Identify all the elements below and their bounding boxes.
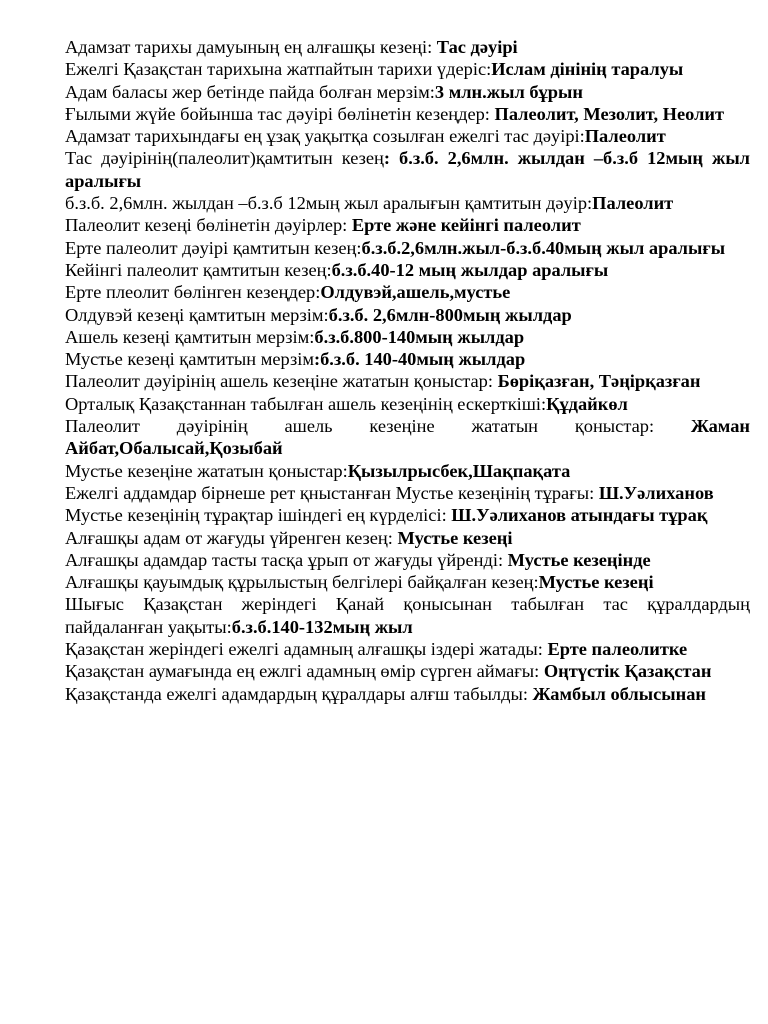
- question-text: Ежелгі аддамдар бірнеше рет қныстанған Мустье кезеңінің тұрағы:: [65, 482, 599, 503]
- qa-line: [65, 125, 750, 147]
- qa-line: [65, 660, 750, 682]
- question-text: Адамзат тарихындағы ең ұзақ уақытқа созылған ежелгі тас дәуірі:: [65, 126, 585, 147]
- answer-text: Палеолит: [592, 193, 674, 214]
- answer-text: : б.з.б. 2,6млн. жылдан –б.з.б 12мың жыл аралығы: [65, 148, 750, 191]
- answer-text: Бөріқазған, Тәңірқазған: [497, 371, 701, 392]
- answer-text: Мустье кезеңі: [397, 527, 513, 548]
- question-text: Ежелгі Қазақстан тарихына жатпайтын тарихи үдеріс:: [65, 59, 492, 80]
- answer-text: Ислам дінінің таралуы: [491, 59, 684, 80]
- question-text: Мустье кезеңіне жататын қоныстар:: [65, 460, 348, 481]
- answer-text: Палеолит: [584, 126, 666, 147]
- question-text: Адам баласы жер бетінде пайда болған мерзім:: [65, 81, 435, 102]
- qa-line: [65, 460, 750, 482]
- document-page: [65, 36, 750, 705]
- question-text: Ерте плеолит бөлінген кезеңдер:: [65, 282, 321, 303]
- question-text: Ерте палеолит дәуірі қамтитын кезең:: [65, 237, 362, 258]
- qa-line: [65, 683, 750, 705]
- qa-line: [65, 527, 750, 549]
- answer-text: Жамбыл облысынан: [532, 683, 706, 704]
- answer-text: Мустье кезеңі: [538, 572, 654, 593]
- question-text: Кейінгі палеолит қамтитын кезең:: [65, 259, 332, 280]
- qa-line: [65, 147, 750, 192]
- qa-line: [65, 81, 750, 103]
- answer-text: Тас дәуірі: [436, 37, 518, 57]
- question-text: Алғашқы адамдар тасты тасқа ұрып от жағуды үйренді:: [65, 549, 508, 570]
- question-text: Қазақстанда ежелгі адамдардың құралдары алғш табылды:: [65, 683, 533, 704]
- qa-line: [65, 58, 750, 80]
- question-text: Палеолит дәуірінің ашель кезеңіне жататын қоныстар:: [65, 416, 691, 437]
- answer-text: б.з.б.800-140мың жылдар: [314, 326, 525, 347]
- question-text: Алғашқы адам от жағуды үйренген кезең:: [65, 527, 398, 548]
- question-text: Мустье кезеңі қамтитын мерзім: [65, 349, 314, 370]
- question-text: Палеолит кезеңі бөлінетін дәуірлер:: [65, 215, 352, 236]
- answer-text: Ш.Уәлиханов атындағы тұрақ: [451, 505, 708, 526]
- qa-line: [65, 549, 750, 571]
- qa-line: [65, 415, 750, 460]
- question-text: Олдувэй кезеңі қамтитын мерзім:: [65, 304, 329, 325]
- qa-line: [65, 638, 750, 660]
- qa-line: [65, 482, 750, 504]
- question-text: Адамзат тарихы дамуының ең алғашқы кезеңі:: [65, 37, 437, 57]
- qa-line: [65, 192, 750, 214]
- question-text: б.з.б. 2,6млн. жылдан –б.з.б 12мың жыл аралығын қамтитын дәуір:: [65, 193, 593, 214]
- qa-line: [65, 103, 750, 125]
- qa-line: [65, 504, 750, 526]
- answer-text: б.з.б.40-12 мың жылдар аралығы: [331, 259, 609, 280]
- answer-text: Құдайкөл: [546, 393, 628, 414]
- qa-line: [65, 393, 750, 415]
- qa-line: [65, 370, 750, 392]
- question-text: Қазақстан аумағында ең ежлгі адамның өмір сүрген аймағы:: [65, 661, 544, 682]
- question-text: Орталық Қазақстаннан табылған ашель кезеңінің ескерткіші:: [65, 393, 547, 414]
- answer-text: Ерте палеолитке: [547, 639, 688, 660]
- question-text: Қазақстан жеріндегі ежелгі адамның алғашқы іздері жатады:: [65, 639, 548, 660]
- answer-text: Мустье кезеңінде: [507, 549, 651, 570]
- qa-line: [65, 259, 750, 281]
- qa-line: [65, 326, 750, 348]
- answer-text: Ерте және кейінгі палеолит: [351, 215, 581, 236]
- answer-text: б.з.б. 2,6млн-800мың жылдар: [328, 304, 572, 325]
- qa-line: [65, 593, 750, 638]
- question-text: Тас дәуірінің(палеолит)қамтитын кезең: [65, 148, 384, 169]
- question-text: Ашель кезеңі қамтитын мерзім:: [65, 326, 315, 347]
- qa-line: [65, 237, 750, 259]
- qa-line: [65, 348, 750, 370]
- answer-text: Палеолит, Мезолит, Неолит: [494, 103, 725, 124]
- question-text: Алғашқы қауымдық құрылыстың белгілері байқалған кезең:: [65, 572, 539, 593]
- question-text: Палеолит дәуірінің ашель кезеңіне жататын қоныстар:: [65, 371, 498, 392]
- answer-text: б.з.б.2,6млн.жыл-б.з.б.40мың жыл аралығы: [361, 237, 726, 258]
- question-text: Ғылыми жүйе бойынша тас дәуірі бөлінетін кезеңдер:: [65, 103, 495, 124]
- answer-text: Оңтүстік Қазақстан: [543, 661, 712, 682]
- qa-line: [65, 36, 750, 58]
- qa-line: [65, 304, 750, 326]
- question-text: Мустье кезеңінің тұрақтар ішіндегі ең күрделісі:: [65, 505, 452, 526]
- qa-line: [65, 214, 750, 236]
- qa-line: [65, 571, 750, 593]
- answer-text: :б.з.б. 140-40мың жылдар: [313, 349, 526, 370]
- answer-text: Олдувэй,ашель,мустье: [320, 282, 511, 303]
- answer-text: Ш.Уәлиханов: [598, 482, 714, 503]
- answer-text: Қызылрысбек,Шақпақата: [347, 460, 571, 481]
- question-text: Шығыс Қазақстан жеріндегі Қанай қонысынан табылған тас құралдардың пайдаланған уақыты:: [65, 594, 750, 637]
- answer-text: б.з.б.140-132мың жыл: [231, 616, 413, 637]
- answer-text: Жаман Айбат,Обалысай,Қозыбай: [65, 416, 750, 459]
- answer-text: 3 млн.жыл бұрын: [434, 81, 583, 102]
- qa-line: [65, 281, 750, 303]
